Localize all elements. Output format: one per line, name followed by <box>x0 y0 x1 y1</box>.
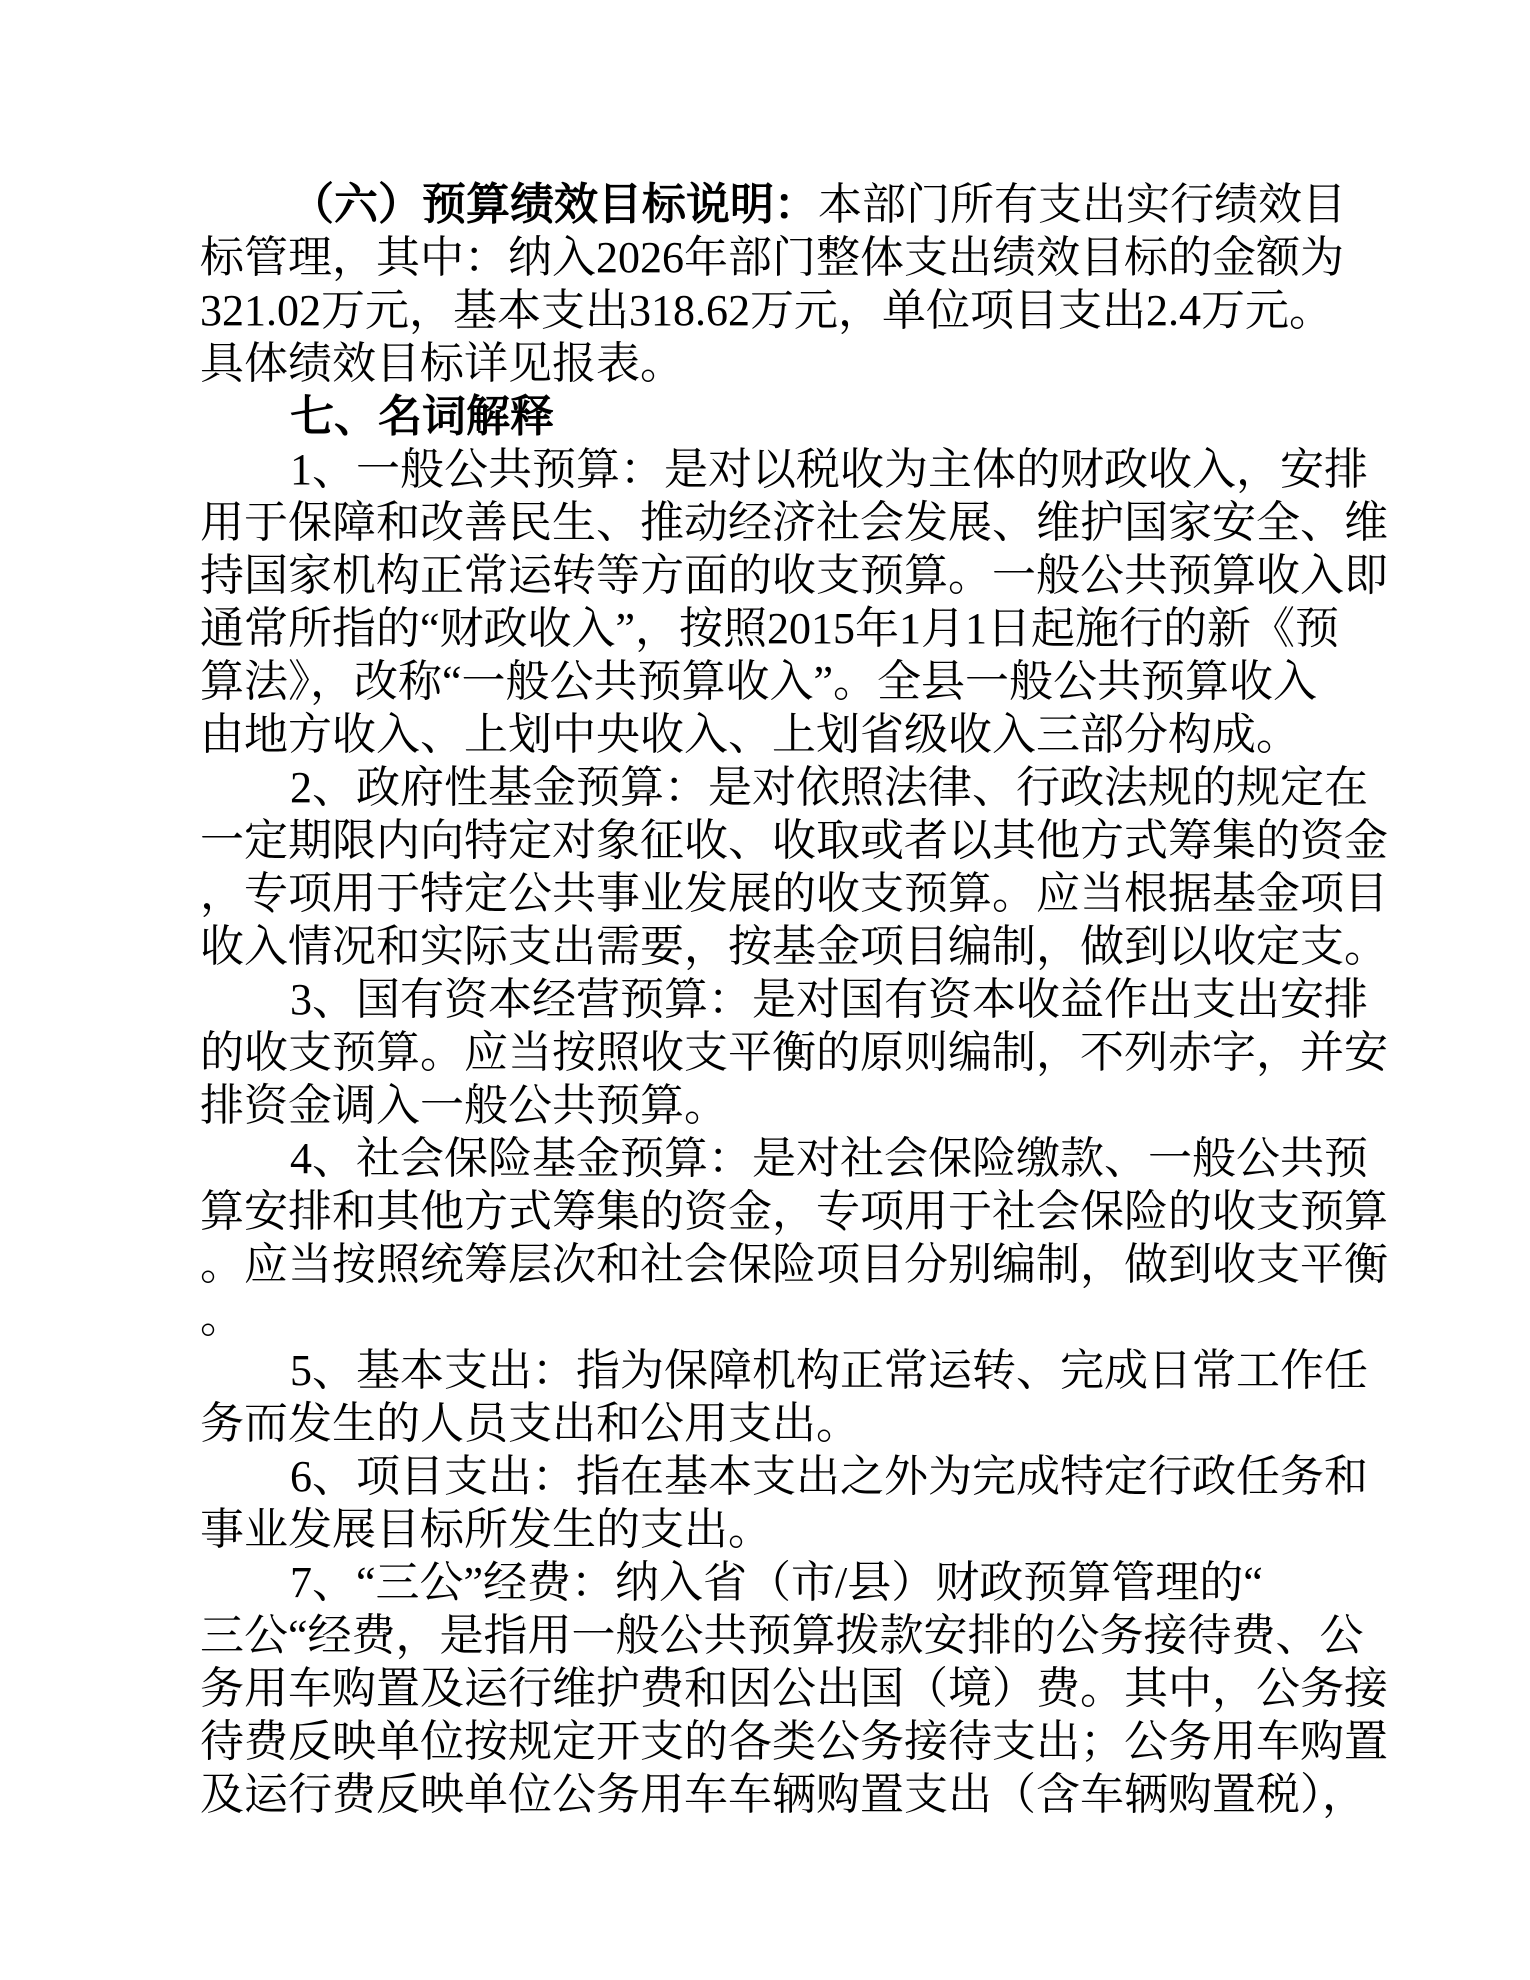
text-run: 1、一般公共预算：是对以税收为主体的财政收入，安排 <box>290 445 1368 494</box>
text-run: 排资金调入一般公共预算。 <box>200 1081 728 1130</box>
text-run: 务用车购置及运行维护费和因公出国（境）费。其中，公务接 <box>200 1664 1388 1713</box>
text-run: 算安排和其他方式筹集的资金，专项用于社会保险的收支预算 <box>200 1187 1388 1236</box>
text-run: 2、政府性基金预算：是对依照法律、行政法规的规定在 <box>290 763 1368 812</box>
term7-line-5 <box>200 1768 1366 1821</box>
document-text-block <box>200 178 1388 1821</box>
term1-line-6 <box>200 708 1360 761</box>
text-run: 4、社会保险基金预算：是对社会保险缴款、一般公共预 <box>290 1134 1368 1183</box>
text-run: 务而发生的人员支出和公用支出。 <box>200 1399 860 1448</box>
text-run: 事业发展目标所发生的支出。 <box>200 1505 772 1554</box>
term4-line-3 <box>200 1238 1388 1291</box>
term1-line-2 <box>200 496 1388 549</box>
bold-text-run: （六）预算绩效目标说明： <box>290 180 818 229</box>
text-run: 收入情况和实际支出需要，按基金项目编制，做到以收定支。 <box>200 922 1388 971</box>
term2-line-3 <box>200 867 1388 920</box>
para6-line-1 <box>200 178 1360 231</box>
term1-line-4 <box>200 602 1360 655</box>
text-run: 5、基本支出：指为保障机构正常运转、完成日常工作任 <box>290 1346 1368 1395</box>
term7-line-1 <box>200 1556 1360 1609</box>
term4-line-4 <box>200 1291 1360 1344</box>
term2-line-4 <box>200 920 1388 973</box>
text-run: 待费反映单位按规定开支的各类公务接待支出；公务用车购置 <box>200 1717 1388 1766</box>
text-run: 由地方收入、上划中央收入、上划省级收入三部分构成。 <box>200 710 1300 759</box>
term7-line-3 <box>200 1662 1388 1715</box>
term5-line-2 <box>200 1397 1360 1450</box>
term6-line-2 <box>200 1503 1360 1556</box>
para6-line-3 <box>200 284 1360 337</box>
term7-line-2 <box>200 1609 1364 1662</box>
para6-line-2 <box>200 231 1360 284</box>
term1-line-5 <box>200 655 1360 708</box>
term3-line-3 <box>200 1079 1360 1132</box>
term5-line-1 <box>200 1344 1368 1397</box>
text-run: 一定期限内向特定对象征收、收取或者以其他方式筹集的资金 <box>200 816 1388 865</box>
text-run: 三公“经费，是指用一般公共预算拨款安排的公务接待费、公 <box>200 1611 1364 1660</box>
text-run: 标管理，其中：纳入2026年部门整体支出绩效目标的金额为 <box>200 233 1344 282</box>
text-run: 。 <box>200 1293 244 1342</box>
text-run: 3、国有资本经营预算：是对国有资本收益作出支出安排 <box>290 975 1368 1024</box>
text-run: 321.02万元，基本支出318.62万元，单位项目支出2.4万元。 <box>200 286 1333 335</box>
text-run: 及运行费反映单位公务用车车辆购置支出（含车辆购置税）， <box>200 1770 1366 1819</box>
text-run: 6、项目支出：指在基本支出之外为完成特定行政任务和 <box>290 1452 1368 1501</box>
term3-line-2 <box>200 1026 1388 1079</box>
text-run: 用于保障和改善民生、推动经济社会发展、维护国家安全、维 <box>200 498 1388 547</box>
heading-glossary <box>200 390 1360 443</box>
para6-line-4 <box>200 337 1360 390</box>
term1-line-3 <box>200 549 1388 602</box>
term6-line-1 <box>200 1450 1368 1503</box>
bold-text-run: 七、名词解释 <box>290 392 554 441</box>
term4-line-1 <box>200 1132 1368 1185</box>
term2-line-1 <box>200 761 1368 814</box>
text-run: 具体绩效目标详见报表。 <box>200 339 684 388</box>
text-run: 持国家机构正常运转等方面的收支预算。一般公共预算收入即 <box>200 551 1388 600</box>
text-run: 。应当按照统筹层次和社会保险项目分别编制，做到收支平衡 <box>200 1240 1388 1289</box>
text-run: 通常所指的“财政收入”，按照2015年1月1日起施行的新《预 <box>200 604 1340 653</box>
text-run: 本部门所有支出实行绩效目 <box>818 180 1346 229</box>
term2-line-2 <box>200 814 1388 867</box>
text-run: ，专项用于特定公共事业发展的收支预算。应当根据基金项目 <box>200 869 1388 918</box>
text-run: 的收支预算。应当按照收支平衡的原则编制，不列赤字，并安 <box>200 1028 1388 1077</box>
term7-line-4 <box>200 1715 1388 1768</box>
term4-line-2 <box>200 1185 1388 1238</box>
text-run: 算法》，改称“一般公共预算收入”。全县一般公共预算收入 <box>200 657 1318 706</box>
term3-line-1 <box>200 973 1368 1026</box>
term1-line-1 <box>200 443 1368 496</box>
text-run: 7、“三公”经费：纳入省（市/县）财政预算管理的“ <box>290 1558 1263 1607</box>
